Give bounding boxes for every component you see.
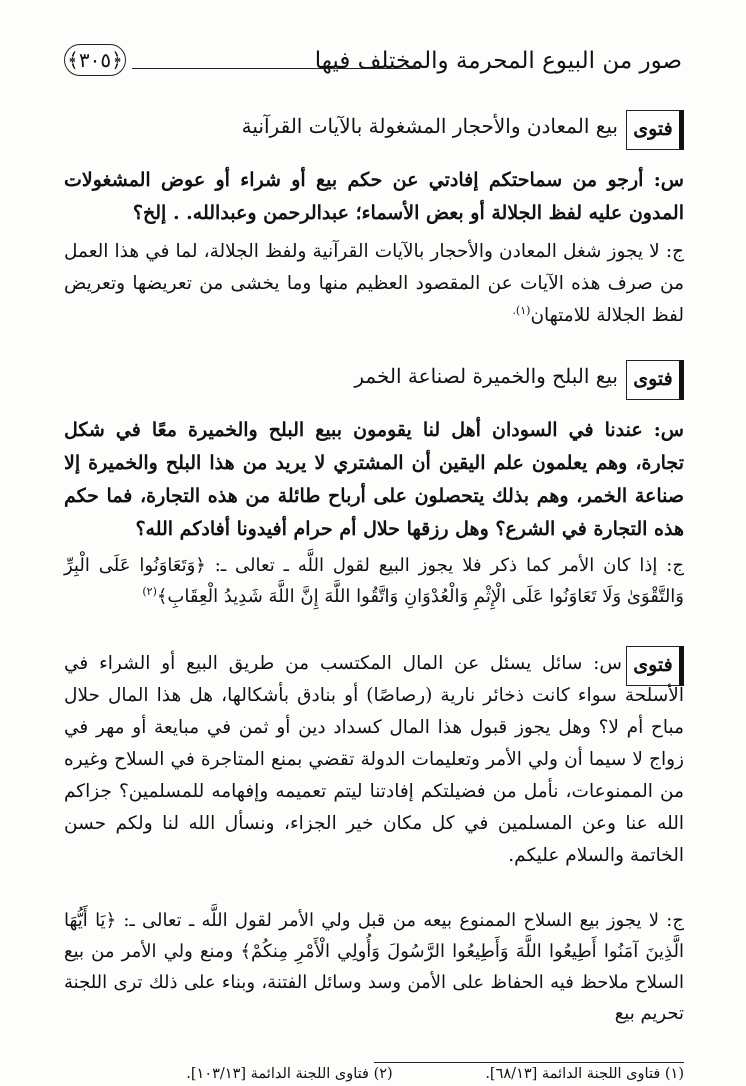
question-paragraph: س: أرجو من سماحتكم إفادتي عن حكم بيع أو شراء أو عوض المشغولات المدون عليه لفظ الجلالة أو بعض الأسماء؛ عبدالرحمن وعبدالله. . إلخ؟ [64, 169, 684, 224]
question-paragraph: س: عندنا في السودان أهل لنا يقومون ببيع البلح والخميرة معًا في شكل تجارة، وهم يعلمون علم اليقين أن المشتري لا يريد من هذا البلح والخميرة إلا صناعة الخمر، وهم بذلك يتحصلون على أرباح طائلة من هذه التجارة، فما حكم هذه التجارة في الشرع؟ وهل رزقها حلال أم حرام أفيدونا أفادكم الله؟ [64, 419, 684, 540]
running-header [62, 40, 682, 80]
fatwa-title: بيع المعادن والأحجار المشغولة بالآيات القرآنية [241, 114, 618, 138]
question-paragraph [64, 648, 684, 872]
footnote-rule [374, 1062, 684, 1063]
fatwa-title: بيع البلح والخميرة لصناعة الخمر [354, 364, 618, 388]
fatwa-badge: فتوى [626, 110, 684, 150]
footnote-ref: (١). [512, 303, 531, 317]
page-number: ﴿٣٠٥﴾ [64, 44, 126, 76]
answer-text: ج: لا يجوز شغل المعادن والأحجار بالآيات القرآنية ولفظ الجلالة، لما في هذا العمل من صرف هذه الآيات عن المقصود العظيم منها وما يخشى من تعريضها وتعريض لفظ الجلالة للامتهان [64, 241, 684, 326]
fatwa-badge: فتوى [626, 646, 684, 686]
answer-text: ج: إذا كان الأمر كما ذكر فلا يجوز البيع لقول اللَّه ـ تعالى ـ: ﴿وَتَعَاوَنُوا عَلَى الْبِرِّ وَالتَّقْوَىٰ وَلَا تَعَاوَنُوا عَلَى الْإِثْمِ وَالْعُدْوَانِ وَاتَّقُوا اللَّهَ إِنَّ اللَّهَ شَدِيدُ الْعِقَابِ﴾ [64, 555, 684, 607]
fatwa-badge: فتوى [626, 360, 684, 400]
running-title: صور من البيوع المحرمة والمختلف فيها [314, 48, 682, 74]
footnotes [64, 1066, 684, 1082]
fatwa-heading-2 [54, 360, 684, 402]
footnote-ref: (٢) [142, 585, 157, 598]
footnote-1: (١) فتاوى اللجنة الدائمة [٦٨/١٣]. [485, 1066, 684, 1082]
answer-paragraph: ج: لا يجوز بيع السلاح الممنوع بيعه من قبل ولي الأمر لقول اللَّه ـ تعالى ـ: ﴿يَا أَيُّهَا الَّذِينَ آمَنُوا أَطِيعُوا اللَّهَ وَأَطِيعُوا الرَّسُولَ وَأُولِي الْأَمْرِ مِنكُمْ﴾ ومنع ولي الأمر من بيع السلاح ملاحظ فيه الحفاظ على الأمن وسد وسائل الفتنة، وبناء على ذلك ترى اللجنة تحريم بيع [64, 910, 684, 1024]
footnote-2: (٢) فتاوى اللجنة الدائمة [١٠٣/١٣]. [186, 1066, 393, 1082]
question-text: س: سائل يسئل عن المال المكتسب من طريق البيع أو الشراء في الأسلحة سواء كانت ذخائر نارية (رصاصًا) أو بنادق بأشكالها، هل هذا المال حلال مباح أم لا؟ وهل يجوز قبول هذا المال كسداد دين أو ثمن في مبايعة أو مهر في زواج لا سيما أن ولي الأمر وتعليمات الدولة تقضي بمنع المتاجرة في السلاح وغيره من الممنوعات، نأمل من فضيلتكم إفادتنا ليتم تعميمه وإفهامه للمسلمين؟ جزاكم الله عنا وعن المسلمين في كل مكان خير الجزاء، ونسأل الله لنا ولكم حسن الخاتمة والسلام عليكم. [64, 653, 684, 866]
header-rule [132, 68, 420, 69]
fatwa-heading-1 [54, 110, 684, 152]
answer-paragraph [64, 550, 684, 612]
answer-paragraph [64, 236, 684, 332]
